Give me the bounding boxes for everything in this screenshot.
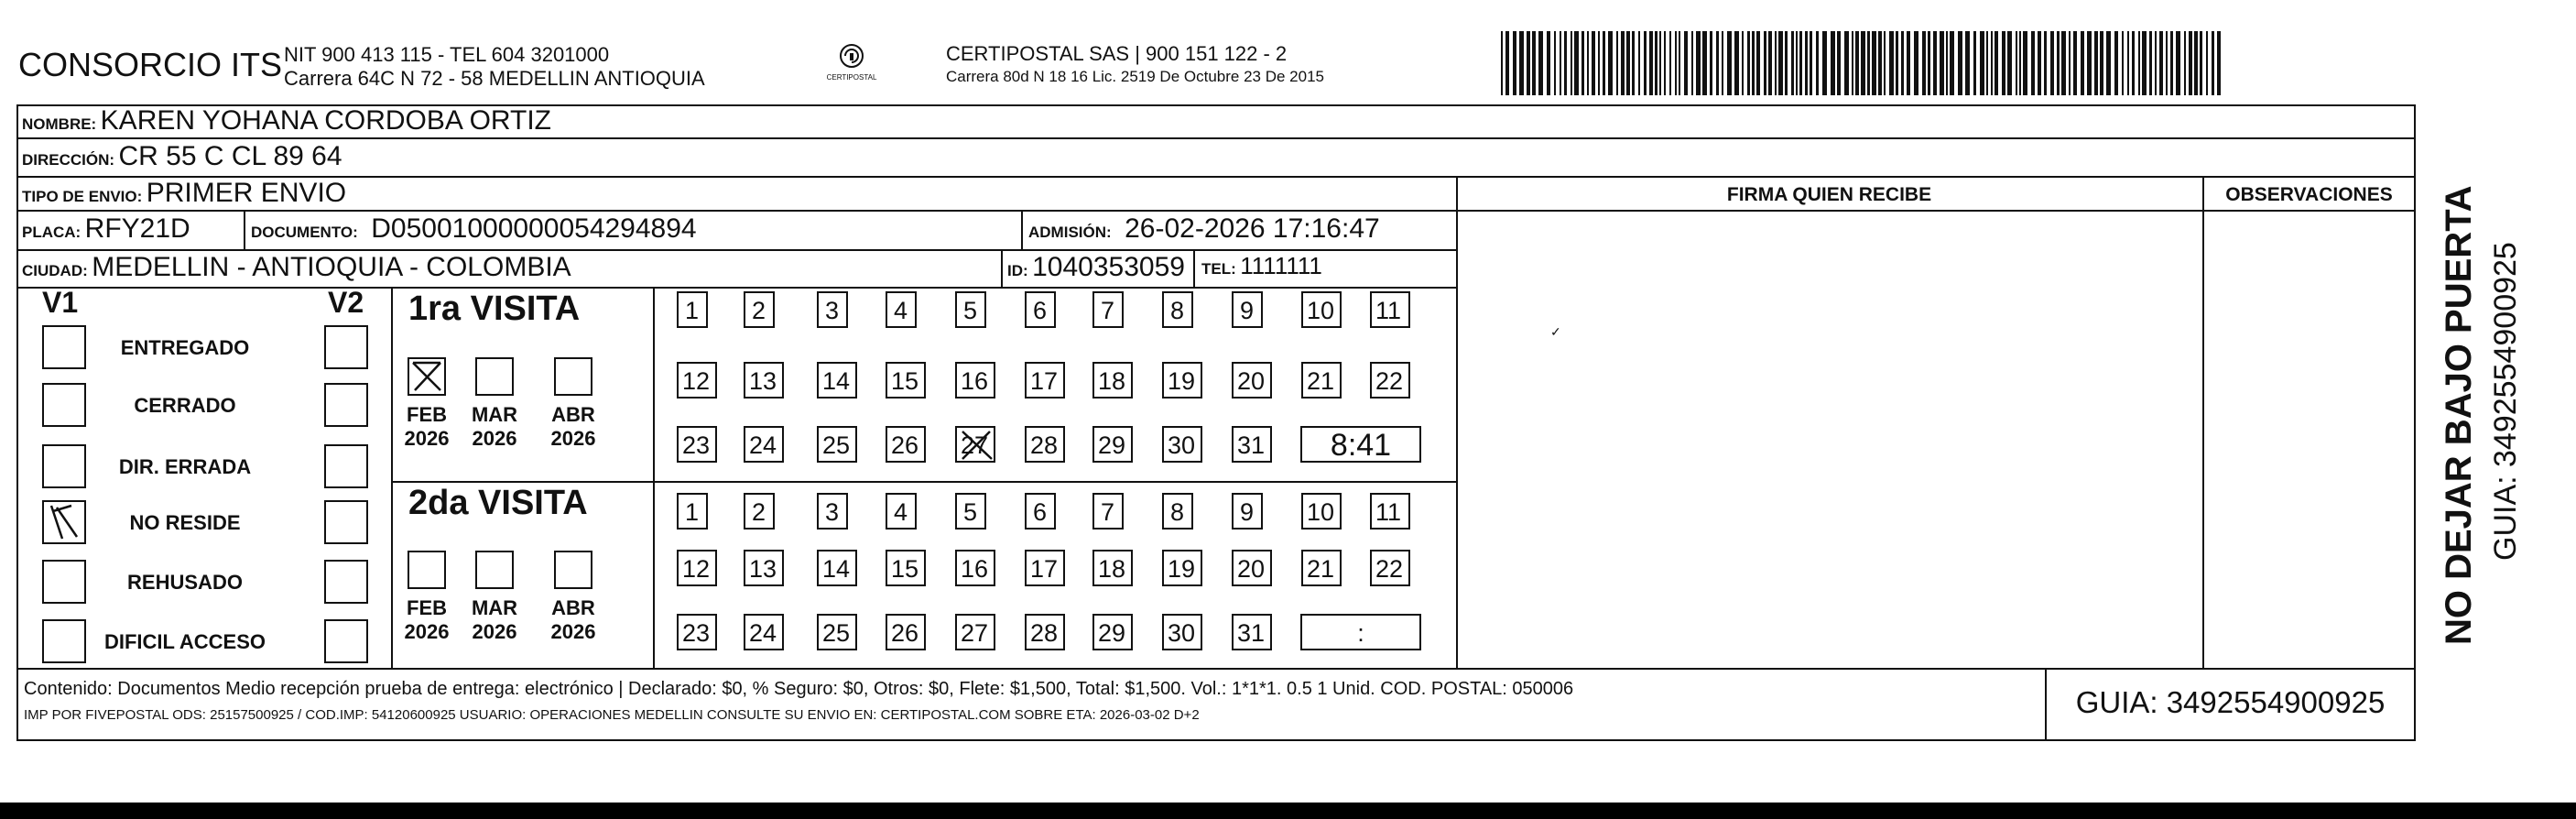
barcode-bar: [1592, 31, 1595, 95]
barcode-bar: [1958, 31, 1962, 95]
barcode-bar: [1669, 31, 1671, 95]
month-checkbox[interactable]: [475, 551, 514, 589]
signature-mark: ✓: [1550, 324, 1561, 339]
day-box[interactable]: 21: [1301, 550, 1342, 586]
carrier-name: CERTIPOSTAL SAS | 900 151 122 - 2: [946, 42, 1288, 65]
barcode-icon: [1499, 31, 2227, 95]
day-box[interactable]: 16: [955, 550, 995, 586]
barcode-bar: [2050, 31, 2054, 95]
barcode-bar: [2200, 31, 2202, 95]
day-box[interactable]: 18: [1092, 362, 1133, 399]
day-box[interactable]: 4: [886, 493, 917, 530]
v1-checkbox[interactable]: [42, 383, 86, 427]
barcode-bar: [1922, 31, 1926, 95]
month-label: ABR 2026: [550, 403, 596, 450]
barcode-bar: [2023, 31, 2027, 95]
barcode-bar: [2100, 31, 2103, 95]
barcode-bar: [1532, 31, 1536, 95]
x-mark-icon: [957, 428, 997, 463]
day-box[interactable]: 31: [1232, 614, 1272, 650]
tipo-row: [22, 178, 346, 209]
v2-checkbox[interactable]: [324, 560, 368, 604]
day-box[interactable]: 26: [886, 426, 926, 463]
barcode-bar: [1896, 31, 1898, 95]
day-box[interactable]: 1: [677, 291, 708, 328]
month-checkbox[interactable]: [475, 357, 514, 396]
day-box[interactable]: 19: [1162, 550, 1202, 586]
barcode-bar: [1872, 31, 1876, 95]
barcode-bar: [2166, 31, 2168, 95]
firma-header: FIRMA QUIEN RECIBE: [1726, 184, 1932, 205]
month-checkbox[interactable]: [408, 357, 446, 396]
day-box[interactable]: 30: [1162, 614, 1202, 650]
day-box[interactable]: 4: [886, 291, 917, 328]
footer-guia: GUIA: 3492554900925: [2075, 685, 2386, 719]
barcode-bar: [1816, 31, 1819, 95]
day-box[interactable]: 13: [744, 362, 784, 399]
barcode-bar: [1655, 31, 1658, 95]
barcode-bar: [1940, 31, 1944, 95]
barcode-bar: [1742, 31, 1744, 95]
barcode-bar: [1564, 31, 1567, 95]
barcode-bar: [1756, 31, 1760, 95]
day-box[interactable]: 13: [744, 550, 784, 586]
barcode-bar: [1747, 31, 1750, 95]
tel-label: TEL:: [1201, 260, 1236, 278]
barcode-bar: [2176, 31, 2180, 95]
tel-value: 1111111: [1240, 252, 1322, 279]
documento-value: D05001000000054294894: [371, 213, 697, 244]
barcode-bar: [2007, 31, 2012, 95]
day-box[interactable]: 23: [677, 426, 717, 463]
barcode-bar: [1608, 31, 1613, 95]
carrier-logo: [820, 40, 884, 92]
day-box[interactable]: 31: [1232, 426, 1272, 463]
barcode-bar: [2194, 31, 2198, 95]
barcode-bar: [1901, 31, 1904, 95]
day-box[interactable]: 11: [1370, 291, 1410, 328]
barcode-bar: [1994, 31, 1998, 95]
barcode-bar: [2087, 31, 2092, 95]
footer-imp: IMP POR FIVEPOSTAL ODS: 25157500925 / COD.IMP: 54120600925 USUARIO: OPERACIONES MEDELLIN CONSULTE SU ENVIO EN: CERTIPOSTAL.COM SOBRE ETA: 2026-03-02 D+2: [24, 707, 1200, 723]
barcode-bar: [1946, 31, 1948, 95]
barcode-bar: [1603, 31, 1605, 95]
day-box[interactable]: 7: [1092, 291, 1124, 328]
day-box[interactable]: 22: [1370, 550, 1410, 586]
day-box[interactable]: 18: [1092, 550, 1133, 586]
barcode-bar: [1965, 31, 1970, 95]
id-row: [1007, 252, 1185, 283]
barcode-bar: [1664, 31, 1666, 95]
v1-header: V1: [42, 286, 79, 319]
barcode-bar: [1616, 31, 1618, 95]
day-box[interactable]: 2: [744, 291, 775, 328]
barcode-bar: [1785, 31, 1788, 95]
barcode-bar: [1791, 31, 1794, 95]
barcode-bar: [2016, 31, 2017, 95]
v2-checkbox[interactable]: [324, 444, 368, 488]
barcode-bar: [1581, 31, 1584, 95]
barcode-bar: [1513, 31, 1516, 95]
barcode-bar: [1554, 31, 1556, 95]
barcode-bar: [2038, 31, 2041, 95]
month-checkbox[interactable]: [554, 551, 592, 589]
barcode-bar: [1722, 31, 1723, 95]
sender-nit: NIT 900 413 115 - TEL 604 3201000: [284, 43, 610, 66]
day-box[interactable]: 10: [1301, 291, 1342, 328]
carrier-license: Carrera 80d N 18 16 Lic. 2519 De Octubre 23 De 2015: [946, 68, 1324, 85]
nombre-row: [22, 105, 551, 136]
v2-checkbox[interactable]: [324, 500, 368, 544]
carrier-logo-text: CERTIPOSTAL: [826, 73, 877, 82]
barcode-bar: [1768, 31, 1772, 95]
day-box[interactable]: 8: [1162, 493, 1193, 530]
barcode-bar: [1734, 31, 1739, 95]
barcode-bar: [1799, 31, 1802, 95]
day-box[interactable]: 27: [955, 614, 995, 650]
barcode-bar: [2019, 31, 2021, 95]
v2-header: V2: [328, 286, 364, 319]
barcode-bar: [1810, 31, 1812, 95]
day-box[interactable]: 10: [1301, 493, 1342, 530]
barcode-bar: [1796, 31, 1798, 95]
first-visit-time[interactable]: 8:41: [1300, 426, 1421, 463]
barcode-bar: [2114, 31, 2118, 95]
check-mark-icon: [44, 502, 84, 542]
barcode-bar: [2170, 31, 2173, 95]
bottom-band: [0, 803, 2576, 819]
barcode-bar: [1831, 31, 1835, 95]
documento-label: DOCUMENTO:: [251, 224, 358, 241]
day-box[interactable]: 28: [1025, 614, 1065, 650]
barcode-bar: [1950, 31, 1954, 95]
status-label: REHUSADO: [127, 571, 243, 594]
month-label: MAR 2026: [471, 403, 518, 450]
month-label: FEB 2026: [404, 403, 450, 450]
side-notice: NO DEJAR BAJO PUERTA: [2439, 185, 2479, 645]
day-box[interactable]: 14: [817, 550, 857, 586]
sender-address: Carrera 64C N 72 - 58 MEDELLIN ANTIOQUIA: [284, 67, 705, 90]
barcode-bar: [2127, 31, 2129, 95]
day-box[interactable]: 9: [1232, 493, 1263, 530]
day-box[interactable]: 3: [817, 291, 848, 328]
barcode-bar: [1884, 31, 1886, 95]
barcode-bar: [2073, 31, 2077, 95]
barcode-bar: [1632, 31, 1635, 95]
day-box[interactable]: 19: [1162, 362, 1202, 399]
barcode-bar: [1598, 31, 1600, 95]
day-box[interactable]: 15: [886, 550, 926, 586]
barcode-bar: [1867, 31, 1870, 95]
barcode-bar: [1907, 31, 1910, 95]
day-box[interactable]: 9: [1232, 291, 1263, 328]
day-box[interactable]: 22: [1370, 362, 1410, 399]
barcode-bar: [1752, 31, 1755, 95]
tel-row: [1201, 252, 1322, 280]
barcode-bar: [1571, 31, 1572, 95]
barcode-bar: [1986, 31, 1988, 95]
status-label: DIFICIL ACCESO: [103, 630, 266, 653]
barcode-bar: [1991, 31, 1993, 95]
barcode-bar: [1928, 31, 1930, 95]
month-label: FEB 2026: [404, 596, 450, 643]
barcode-bar: [1727, 31, 1732, 95]
barcode-bar: [1538, 31, 1543, 95]
barcode-bar: [1702, 31, 1707, 95]
certipostal-logo-icon: [820, 40, 884, 92]
nombre-value: KAREN YOHANA CORDOBA ORTIZ: [100, 105, 552, 136]
v2-checkbox[interactable]: [324, 325, 368, 369]
tipo-value: PRIMER ENVIO: [146, 178, 347, 208]
day-box[interactable]: 25: [817, 426, 857, 463]
sender-name: CONSORCIO ITS: [18, 46, 283, 83]
day-box[interactable]: 21: [1301, 362, 1342, 399]
barcode-bar: [2031, 31, 2035, 95]
month-checkbox[interactable]: [408, 551, 446, 589]
second-visit-title: 2da VISITA: [408, 484, 588, 522]
v2-checkbox[interactable]: [324, 383, 368, 427]
day-box[interactable]: 11: [1370, 493, 1410, 530]
status-label: ENTREGADO: [120, 336, 250, 359]
barcode-bar: [1501, 31, 1503, 95]
day-box[interactable]: 26: [886, 614, 926, 650]
day-box[interactable]: 6: [1025, 493, 1056, 530]
barcode-bar: [2217, 31, 2221, 95]
barcode-bar: [2081, 31, 2084, 95]
barcode-bar: [1659, 31, 1661, 95]
barcode-bar: [2057, 31, 2060, 95]
barcode-bar: [2132, 31, 2135, 95]
placa-label: PLACA:: [22, 224, 82, 241]
barcode-bar: [2094, 31, 2098, 95]
barcode-bar: [1889, 31, 1894, 95]
v1-checkbox[interactable]: [42, 560, 86, 604]
barcode-bar: [2142, 31, 2147, 95]
day-box[interactable]: 20: [1232, 362, 1272, 399]
barcode-bar: [1587, 31, 1589, 95]
barcode-bar: [1644, 31, 1647, 95]
day-box[interactable]: 3: [817, 493, 848, 530]
day-box[interactable]: 27: [955, 426, 995, 463]
placa-row: [22, 213, 190, 245]
barcode-bar: [2155, 31, 2157, 95]
barcode-bar: [1626, 31, 1630, 95]
day-box[interactable]: 1: [677, 493, 708, 530]
month-checkbox[interactable]: [554, 357, 592, 396]
month-label: MAR 2026: [471, 596, 518, 643]
barcode-bar: [2184, 31, 2186, 95]
nombre-label: NOMBRE:: [22, 115, 97, 133]
admision-label: ADMISIÓN:: [1028, 224, 1112, 241]
day-box[interactable]: 29: [1092, 426, 1133, 463]
barcode-bar: [2149, 31, 2152, 95]
footer-contenido: Contenido: Documentos Medio recepción prueba de entrega: electrónico | Declarado: $0, % Seguro: $0, Otros: $0, Flete: $1,500, Total: $1,500. Vol.: 1*1*1. 0.5 1 Unid. COD. POSTAL: 050006: [24, 679, 1574, 699]
barcode-bar: [2002, 31, 2005, 95]
barcode-bar: [1547, 31, 1550, 95]
barcode-bar: [1638, 31, 1640, 95]
direccion-label: DIRECCIÓN:: [22, 151, 115, 169]
placa-value: RFY21D: [84, 213, 190, 244]
barcode-bar: [1675, 31, 1677, 95]
day-box[interactable]: 6: [1025, 291, 1056, 328]
barcode-bar: [1980, 31, 1984, 95]
barcode-bar: [2044, 31, 2047, 95]
day-box[interactable]: 17: [1025, 362, 1065, 399]
day-box[interactable]: 28: [1025, 426, 1065, 463]
v1-checkbox[interactable]: [42, 619, 86, 663]
v1-checkbox[interactable]: [42, 500, 86, 544]
day-box[interactable]: 2: [744, 493, 775, 530]
day-box[interactable]: 25: [817, 614, 857, 650]
barcode-bar: [1933, 31, 1937, 95]
id-value: 1040353059: [1032, 252, 1185, 282]
barcode-bar: [2212, 31, 2214, 95]
barcode-bar: [1775, 31, 1777, 95]
ciudad-value: MEDELLIN - ANTIOQUIA - COLOMBIA: [92, 252, 571, 282]
month-label: ABR 2026: [550, 596, 596, 643]
barcode-bar: [1684, 31, 1688, 95]
direccion-value: CR 55 C CL 89 64: [118, 141, 342, 171]
documento-row: [251, 213, 697, 245]
day-box[interactable]: 14: [817, 362, 857, 399]
barcode: [1499, 31, 2227, 95]
second-visit-time[interactable]: :: [1300, 614, 1421, 650]
barcode-bar: [1852, 31, 1853, 95]
side-guia: GUIA: 3492554900925: [2488, 242, 2523, 561]
barcode-bar: [1861, 31, 1865, 95]
barcode-bar: [1574, 31, 1579, 95]
v1-checkbox[interactable]: [42, 444, 86, 488]
barcode-bar: [2138, 31, 2140, 95]
barcode-bar: [2061, 31, 2066, 95]
v1-checkbox[interactable]: [42, 325, 86, 369]
day-box[interactable]: 12: [677, 550, 717, 586]
day-box[interactable]: 5: [955, 291, 986, 328]
barcode-bar: [1837, 31, 1841, 95]
ciudad-row: [22, 252, 571, 283]
day-box[interactable]: 16: [955, 362, 995, 399]
day-box[interactable]: 8: [1162, 291, 1193, 328]
v2-checkbox[interactable]: [324, 619, 368, 663]
barcode-bar: [1855, 31, 1859, 95]
status-label: CERRADO: [134, 394, 236, 417]
first-visit-title: 1ra VISITA: [408, 289, 581, 328]
status-label: DIR. ERRADA: [118, 455, 252, 478]
barcode-bar: [2189, 31, 2192, 95]
direccion-row: [22, 141, 342, 172]
barcode-bar: [2069, 31, 2071, 95]
barcode-bar: [1679, 31, 1680, 95]
barcode-bar: [1527, 31, 1530, 95]
barcode-bar: [1878, 31, 1882, 95]
barcode-bar: [1691, 31, 1693, 95]
id-label: ID:: [1007, 262, 1028, 279]
tipo-label: TIPO DE ENVIO:: [22, 188, 143, 205]
barcode-bar: [1505, 31, 1509, 95]
barcode-bar: [1914, 31, 1918, 95]
day-box[interactable]: 30: [1162, 426, 1202, 463]
admision-value: 26-02-2026 17:16:47: [1125, 213, 1380, 244]
barcode-bar: [1716, 31, 1719, 95]
barcode-bar: [2206, 31, 2208, 95]
admision-row: [1028, 213, 1380, 245]
barcode-bar: [2159, 31, 2163, 95]
barcode-bar: [2106, 31, 2111, 95]
day-box[interactable]: 20: [1232, 550, 1272, 586]
barcode-bar: [1822, 31, 1827, 95]
day-box[interactable]: 7: [1092, 493, 1124, 530]
barcode-bar: [1621, 31, 1625, 95]
barcode-bar: [2122, 31, 2124, 95]
ciudad-label: CIUDAD:: [22, 262, 88, 279]
day-box[interactable]: 23: [677, 614, 717, 650]
x-mark-icon: [409, 359, 444, 394]
day-box[interactable]: 29: [1092, 614, 1133, 650]
day-box[interactable]: 24: [744, 426, 784, 463]
barcode-bar: [1696, 31, 1701, 95]
barcode-bar: [1710, 31, 1712, 95]
observaciones-header: OBSERVACIONES: [2225, 184, 2393, 205]
barcode-bar: [1844, 31, 1849, 95]
barcode-bar: [1764, 31, 1766, 95]
status-label: NO RESIDE: [129, 511, 241, 534]
barcode-bar: [1519, 31, 1524, 95]
barcode-bar: [1805, 31, 1808, 95]
barcode-bar: [1973, 31, 1976, 95]
day-box[interactable]: 5: [955, 493, 986, 530]
barcode-bar: [1649, 31, 1653, 95]
day-box[interactable]: 17: [1025, 550, 1065, 586]
day-box[interactable]: 24: [744, 614, 784, 650]
day-box[interactable]: 12: [677, 362, 717, 399]
barcode-bar: [1560, 31, 1561, 95]
barcode-bar: [1778, 31, 1783, 95]
day-box[interactable]: 15: [886, 362, 926, 399]
